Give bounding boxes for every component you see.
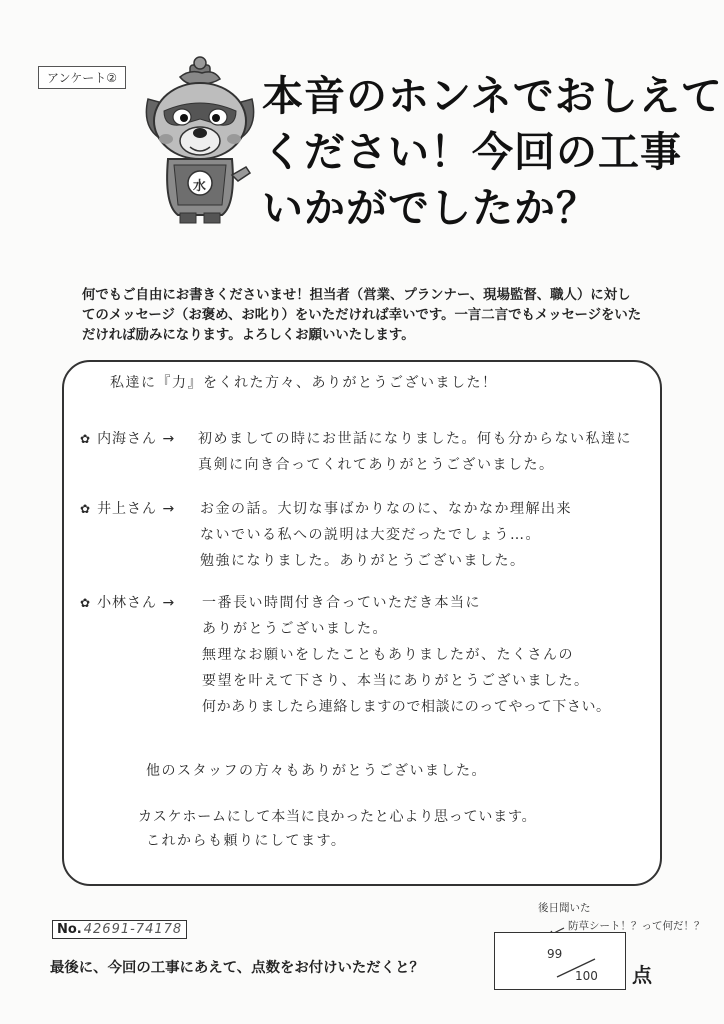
fraction-slash-icon — [495, 933, 627, 991]
person-3-name: ✿ 小林さん → — [80, 595, 176, 611]
form-number — [52, 920, 187, 939]
closing-line-1: カスケホームにして本当に良かったと心より思っています。 — [138, 809, 537, 825]
form-number-label: No. — [57, 922, 82, 937]
score-unit: 点 — [632, 963, 652, 987]
side-note-bottom: 防草シート！？って何だ！？ — [568, 920, 705, 932]
staff-thanks: 他のスタッフの方々もありがとうございました。 — [146, 763, 487, 779]
person-2-name: ✿ 井上さん → — [80, 501, 176, 517]
score-field[interactable] — [494, 932, 626, 990]
flower-bullet-icon: ✿ — [80, 432, 92, 446]
form-number-value: 42691-74178 — [83, 922, 183, 937]
person-1-line-2: 真剣に向き合ってくれてありがとうございました。 — [198, 457, 555, 473]
person-2-line-2: ないでいる私への説明は大変だったでしょう…。 — [200, 527, 541, 543]
intro-text: 何でもご自由にお書きくださいませ！担当者（営業、プランナー、現場監督、職人）に対してのメッセージ（お褒め、お叱り）をいただければ幸いです。一言二言でもメッセージをいただければ励みになります。よろしくお願いいたします。 — [82, 288, 642, 343]
score-value: 99 — [547, 947, 563, 961]
flower-bullet-icon: ✿ — [80, 596, 92, 610]
mascot-dog-icon — [140, 55, 260, 225]
page-title — [262, 68, 723, 236]
final-question: 最後に、今回の工事にあえて、点数をお付けいただくと？ — [50, 960, 424, 976]
survey-tag: アンケート② — [38, 66, 126, 89]
comment-opening: 私達に『力』をくれた方々、ありがとうございました！ — [110, 375, 498, 391]
side-note-top: 後日聞いた — [538, 902, 591, 914]
person-3-line-2: ありがとうございました。 — [202, 621, 388, 637]
person-1-line-1: 初めましての時にお世話になりました。何も分からない私達に — [198, 431, 632, 447]
person-2-line-3: 勉強になりました。ありがとうございました。 — [200, 553, 526, 569]
person-3-line-3: 無理なお願いをしたこともありましたが、たくさんの — [202, 647, 574, 663]
person-2-line-1: お金の話。大切な事ばかりなのに、なかなか理解出来 — [200, 501, 572, 517]
person-3-line-1: 一番長い時間付き合っていただき本当に — [202, 595, 481, 611]
person-3-line-5: 何かありましたら連絡しますので相談にのってやって下さい。 — [202, 699, 611, 715]
title-line-3: いかがでしたか？ — [262, 184, 598, 232]
person-3-line-4: 要望を叶えて下さり、本当にありがとうございました。 — [202, 673, 590, 689]
title-line-2: ください！今回の工事 — [262, 128, 682, 176]
title-line-1: 本音のホンネでおしえて — [262, 72, 723, 120]
mascot-badge-char: 水 — [193, 179, 207, 194]
closing-line-2: これからも頼りにしてます。 — [146, 833, 347, 849]
score-max: 100 — [575, 969, 598, 983]
flower-bullet-icon: ✿ — [80, 502, 92, 516]
person-1-name: ✿ 内海さん → — [80, 431, 176, 447]
